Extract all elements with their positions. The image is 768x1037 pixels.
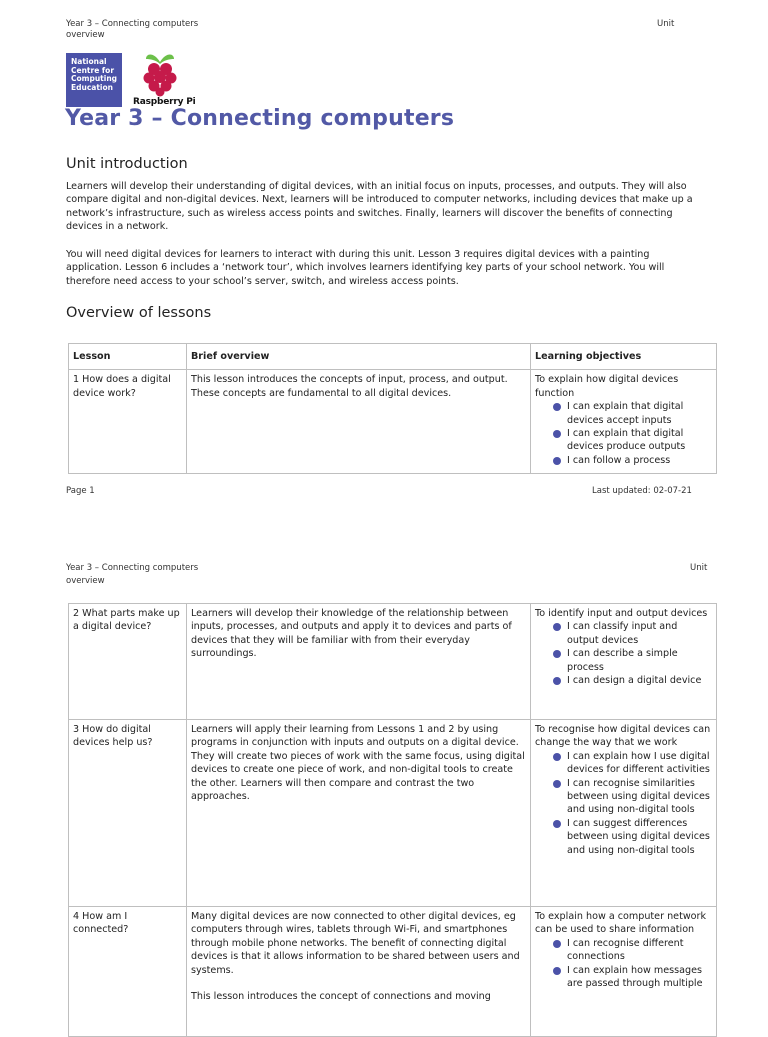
objectives-cell xyxy=(531,907,717,1037)
success-criteria-list xyxy=(535,620,712,687)
running-header-unit: Unit xyxy=(657,19,675,29)
list-item: I can explain how I use digital devices for different activities xyxy=(535,750,712,777)
objective-text: To explain how digital devices function xyxy=(535,374,679,399)
column-header: Lesson xyxy=(69,344,187,370)
list-item: I can classify input and output devices xyxy=(535,620,712,647)
success-criteria-list xyxy=(535,937,712,991)
table-row xyxy=(69,907,717,1037)
success-criteria-list xyxy=(535,750,712,857)
page-number: Page 1 xyxy=(66,486,95,496)
list-item: I can describe a simple process xyxy=(535,647,712,674)
raspberry-pi-label: Raspberry Pi xyxy=(133,97,196,107)
ncce-logo-line: National xyxy=(71,57,107,66)
column-header: Brief overview xyxy=(187,344,531,370)
overview-cell: Learners will develop their knowledge of the relationship between inputs, processes, and outputs and apply it to devices and parts of devices that they will be familiar with from their everyday surroundings. xyxy=(187,604,531,720)
ncce-logo-line: Computing xyxy=(71,74,118,83)
ncce-logo xyxy=(66,53,122,107)
intro-paragraph-2: You will need digital devices for learners to interact with during this unit. Lesson 3 requires digital devices with a painting application. Lesson 6 includes a ‘network tour’, which involves learners identifying key parts of your school network. You will therefore need access to your school’s server, switch, and wireless access points. xyxy=(66,249,665,287)
table-row xyxy=(69,370,717,474)
raspberry-pi-icon xyxy=(140,50,180,98)
overview-paragraph: Many digital devices are now connected to other digital devices, eg computers through wires, tablets through Wi-Fi, and smartphones through mobile phone networks. The benefit of connecting digital devices is that it allows information to be shared between users and systems. xyxy=(191,911,520,976)
table-row xyxy=(69,604,717,720)
list-item: I can explain that digital devices accept inputs xyxy=(535,400,712,427)
unit-introduction-heading: Unit introduction xyxy=(66,156,188,172)
objective-text: To explain how a computer network can be used to share information xyxy=(535,911,707,936)
lessons-table xyxy=(68,343,717,474)
overview-cell xyxy=(187,907,531,1037)
table-row xyxy=(69,720,717,907)
list-item: I can explain how messages are passed through multiple xyxy=(535,964,712,991)
running-header-overview: overview xyxy=(66,30,105,40)
objectives-cell xyxy=(531,370,717,474)
column-header: Learning objectives xyxy=(531,344,717,370)
lesson-cell: 1 How does a digital device work? xyxy=(69,370,187,474)
objective-text: To identify input and output devices xyxy=(535,608,708,619)
list-item: I can recognise similarities between using digital devices and using non-digital tools xyxy=(535,777,712,817)
list-item: I can follow a process xyxy=(535,454,712,467)
lesson-cell: 4 How am I connected? xyxy=(69,907,187,1037)
list-item: I can explain that digital devices produce outputs xyxy=(535,427,712,454)
running-header-title: Year 3 – Connecting computers xyxy=(66,563,199,573)
intro-paragraph-1: Learners will develop their understanding of digital devices, with an initial focus on inputs, processes, and outputs. They will also compare digital and non-digital devices. Next, learners will be introduced to computer networks, including devices that make up a network’s infrastructure, such as wireless access points and switches. Finally, learners will discover the benefits of connecting devices in a network. xyxy=(66,181,693,233)
lesson-cell: 3 How do digital devices help us? xyxy=(69,720,187,907)
overview-cell: Learners will apply their learning from Lessons 1 and 2 by using programs in conjunction with inputs and outputs on a digital device. They will create two pieces of work with the same focus, using digital devices to create one piece of work, and non-digital tools to create the other. Learners will then compare and contrast the two approaches. xyxy=(187,720,531,907)
ncce-logo-line: Centre for xyxy=(71,65,115,75)
list-item: I can recognise different connections xyxy=(535,937,712,964)
overview-paragraph: This lesson introduces the concept of connections and moving xyxy=(191,991,491,1003)
objective-text: To recognise how digital devices can change the way that we work xyxy=(535,724,711,749)
running-header-overview: overview xyxy=(66,576,105,586)
objectives-cell xyxy=(531,604,717,720)
list-item: I can design a digital device xyxy=(535,674,712,687)
running-header-title: Year 3 – Connecting computers xyxy=(66,19,199,29)
overview-heading: Overview of lessons xyxy=(66,305,212,321)
last-updated: Last updated: 02-07-21 xyxy=(592,486,692,496)
success-criteria-list xyxy=(535,400,712,467)
lessons-table-continued xyxy=(68,603,717,1037)
running-header-unit: Unit xyxy=(690,563,708,573)
list-item: I can suggest differences between using digital devices and using non-digital tools xyxy=(535,817,712,857)
lesson-cell: 2 What parts make up a digital device? xyxy=(69,604,187,720)
ncce-logo-line: Education xyxy=(71,82,113,92)
page-title: Year 3 – Connecting computers xyxy=(65,106,455,131)
objectives-cell xyxy=(531,720,717,907)
overview-cell: This lesson introduces the concepts of input, process, and output. These concepts are fundamental to all digital devices. xyxy=(187,370,531,474)
table-header-row xyxy=(69,344,717,370)
